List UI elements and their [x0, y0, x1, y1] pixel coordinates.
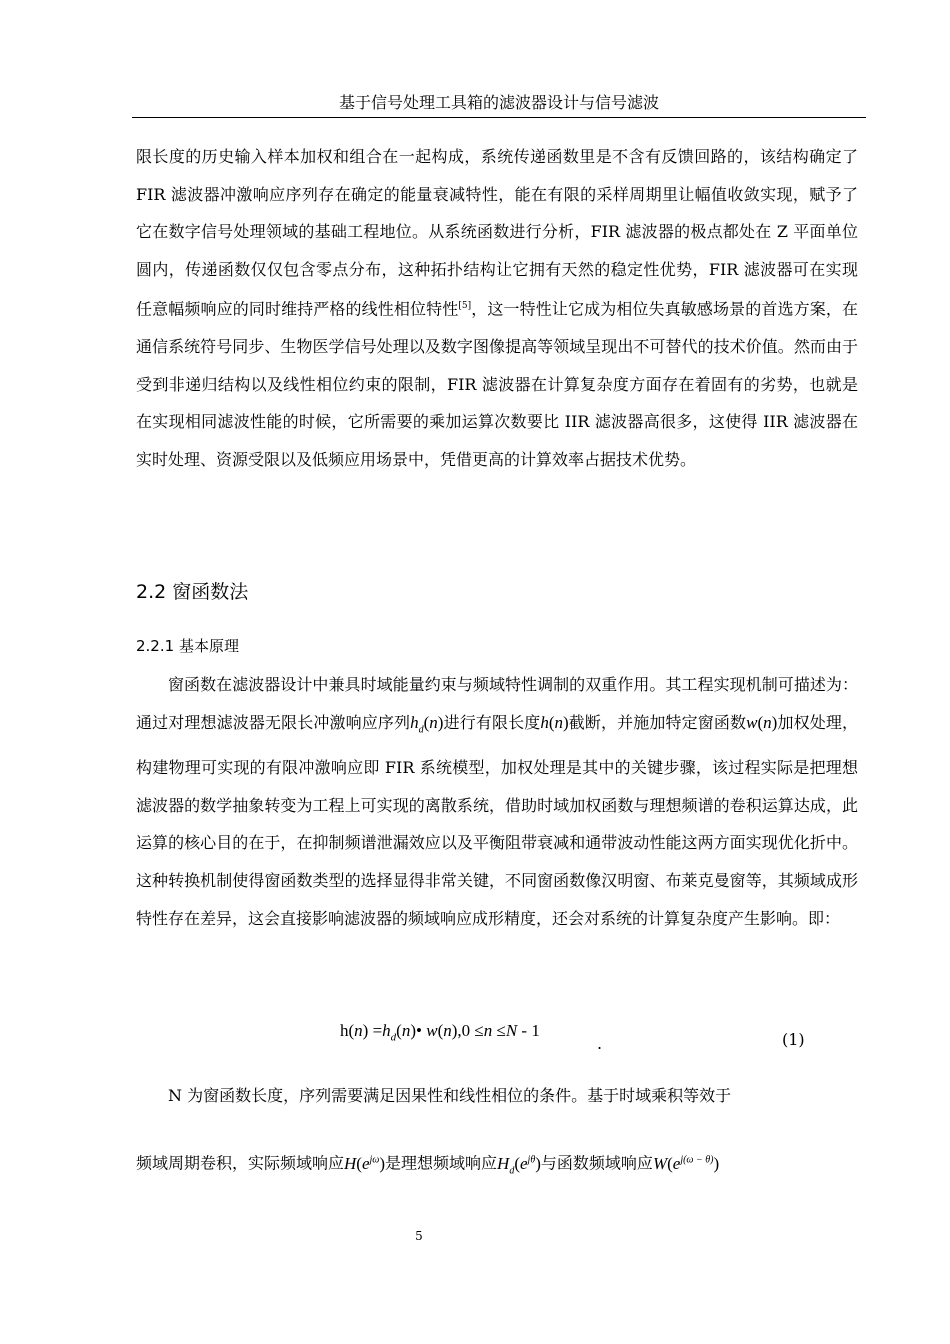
math-w-n: w(n)	[746, 712, 778, 732]
paragraph-text: 窗函数在滤波器设计中兼具时域能量约束与频域特性调制的双重作用。其工程实现机制可描述为：通过对理想滤波器无限长冲激响应序列	[136, 675, 858, 732]
math-h-n: h(n)	[540, 712, 569, 732]
paragraph-text: 限长度的历史输入样本加权和组合在一起构成，系统传递函数里是不含有反馈回路的，该结构确定了 FIR 滤波器冲激响应序列存在确定的能量衰减特性，能在有限的采样周期里让幅值收敛实现，赋予了它在数字信号处理领域的基础工程地位。从系统函数进行分析，FIR 滤波器的极点都处在 Z 平面单位圆内，传递函数仅仅包含零点分布，这种拓扑结构让它拥有天然的稳定性优势，FIR 滤波器可在实现任意幅频响应的同时维持严格的线性相位特性	[136, 147, 858, 319]
paragraph-text: 与函数频域响应	[540, 1153, 653, 1173]
paragraph-window-principle	[136, 666, 858, 937]
page-number: 5	[415, 1229, 423, 1243]
paragraph-text: 进行有限长度	[443, 712, 541, 732]
section-number: 2.2	[136, 581, 167, 603]
citation[interactable]: [5]	[458, 301, 472, 312]
paragraph-text: 加权处理，构建物理可实现的有限冲激响应即 FIR 系统模型，加权处理是其中的关键步骤，该过程实际是把理想滤波器的数学抽象转变为工程上可实现的离散系统，借助时域加权函数与理想频谱的卷积运算达成，此运算的核心目的在于，在抑制频谱泄漏效应以及平衡阻带衰减和通带波动性能这两方面实现优化折中。这种转换机制使得窗函数类型的选择显得非常关键，不同窗函数像汉明窗、布莱克曼窗等，其频域成形特性存在差异，这会直接影响滤波器的频域响应成形精度，还会对系统的计算复杂度产生影响。即：	[136, 712, 858, 928]
section-heading	[136, 577, 248, 607]
paragraph-text: 是理想频域响应	[385, 1153, 498, 1173]
subsection-title: 基本原理	[178, 637, 239, 655]
paragraph-text: 截断，并施加特定窗函数	[568, 712, 747, 732]
running-header: 基于信号处理工具箱的滤波器设计与信号滤波	[338, 93, 659, 112]
math-Hd-ejtheta: $H_d(e^{j\theta})$	[497, 1153, 541, 1177]
paragraph-frequency-response	[136, 1148, 858, 1183]
subsection-heading	[136, 634, 239, 658]
math-hd-n: $h_d(n)$	[410, 712, 444, 736]
equation-number: (1)	[782, 1030, 805, 1049]
math-H-ejw: $H(e^{j\omega})$	[344, 1153, 386, 1173]
header-rule	[132, 117, 866, 118]
equation-period: .	[597, 1034, 603, 1053]
paragraph-fir-overview	[136, 138, 858, 479]
paragraph-text: 频域周期卷积，实际频域响应	[136, 1153, 345, 1173]
section-title: 窗函数法	[172, 581, 249, 603]
equation-1: $h(n) =h_d(n)•$ w(n),0 ≤n ≤N - 1	[340, 1021, 540, 1044]
math-W-ej: $W(e^{j(\omega - \theta)})$	[652, 1153, 720, 1173]
subsection-number: 2.2.1	[136, 637, 175, 655]
paragraph-text-cont: ，这一特性让它成为相位失真敏感场景的首选方案，在通信系统符号同步、生物医学信号处理以及数字图像提高等领域呈现出不可替代的技术价值。然而由于受到非递归结构以及线性相位约束的限制，FIR 滤波器在计算复杂度方面存在着固有的劣势，也就是在实现相同滤波性能的时候，它所需要的乘加运算次数要比 IIR 滤波器高很多，这使得 IIR 滤波器在实时处理、资源受限以及低频应用场景中，凭借更高的计算效率占据技术优势。	[136, 299, 858, 470]
paragraph-window-length: N 为窗函数长度，序列需要满足因果性和线性相位的条件。基于时域乘积等效于	[168, 1086, 732, 1105]
